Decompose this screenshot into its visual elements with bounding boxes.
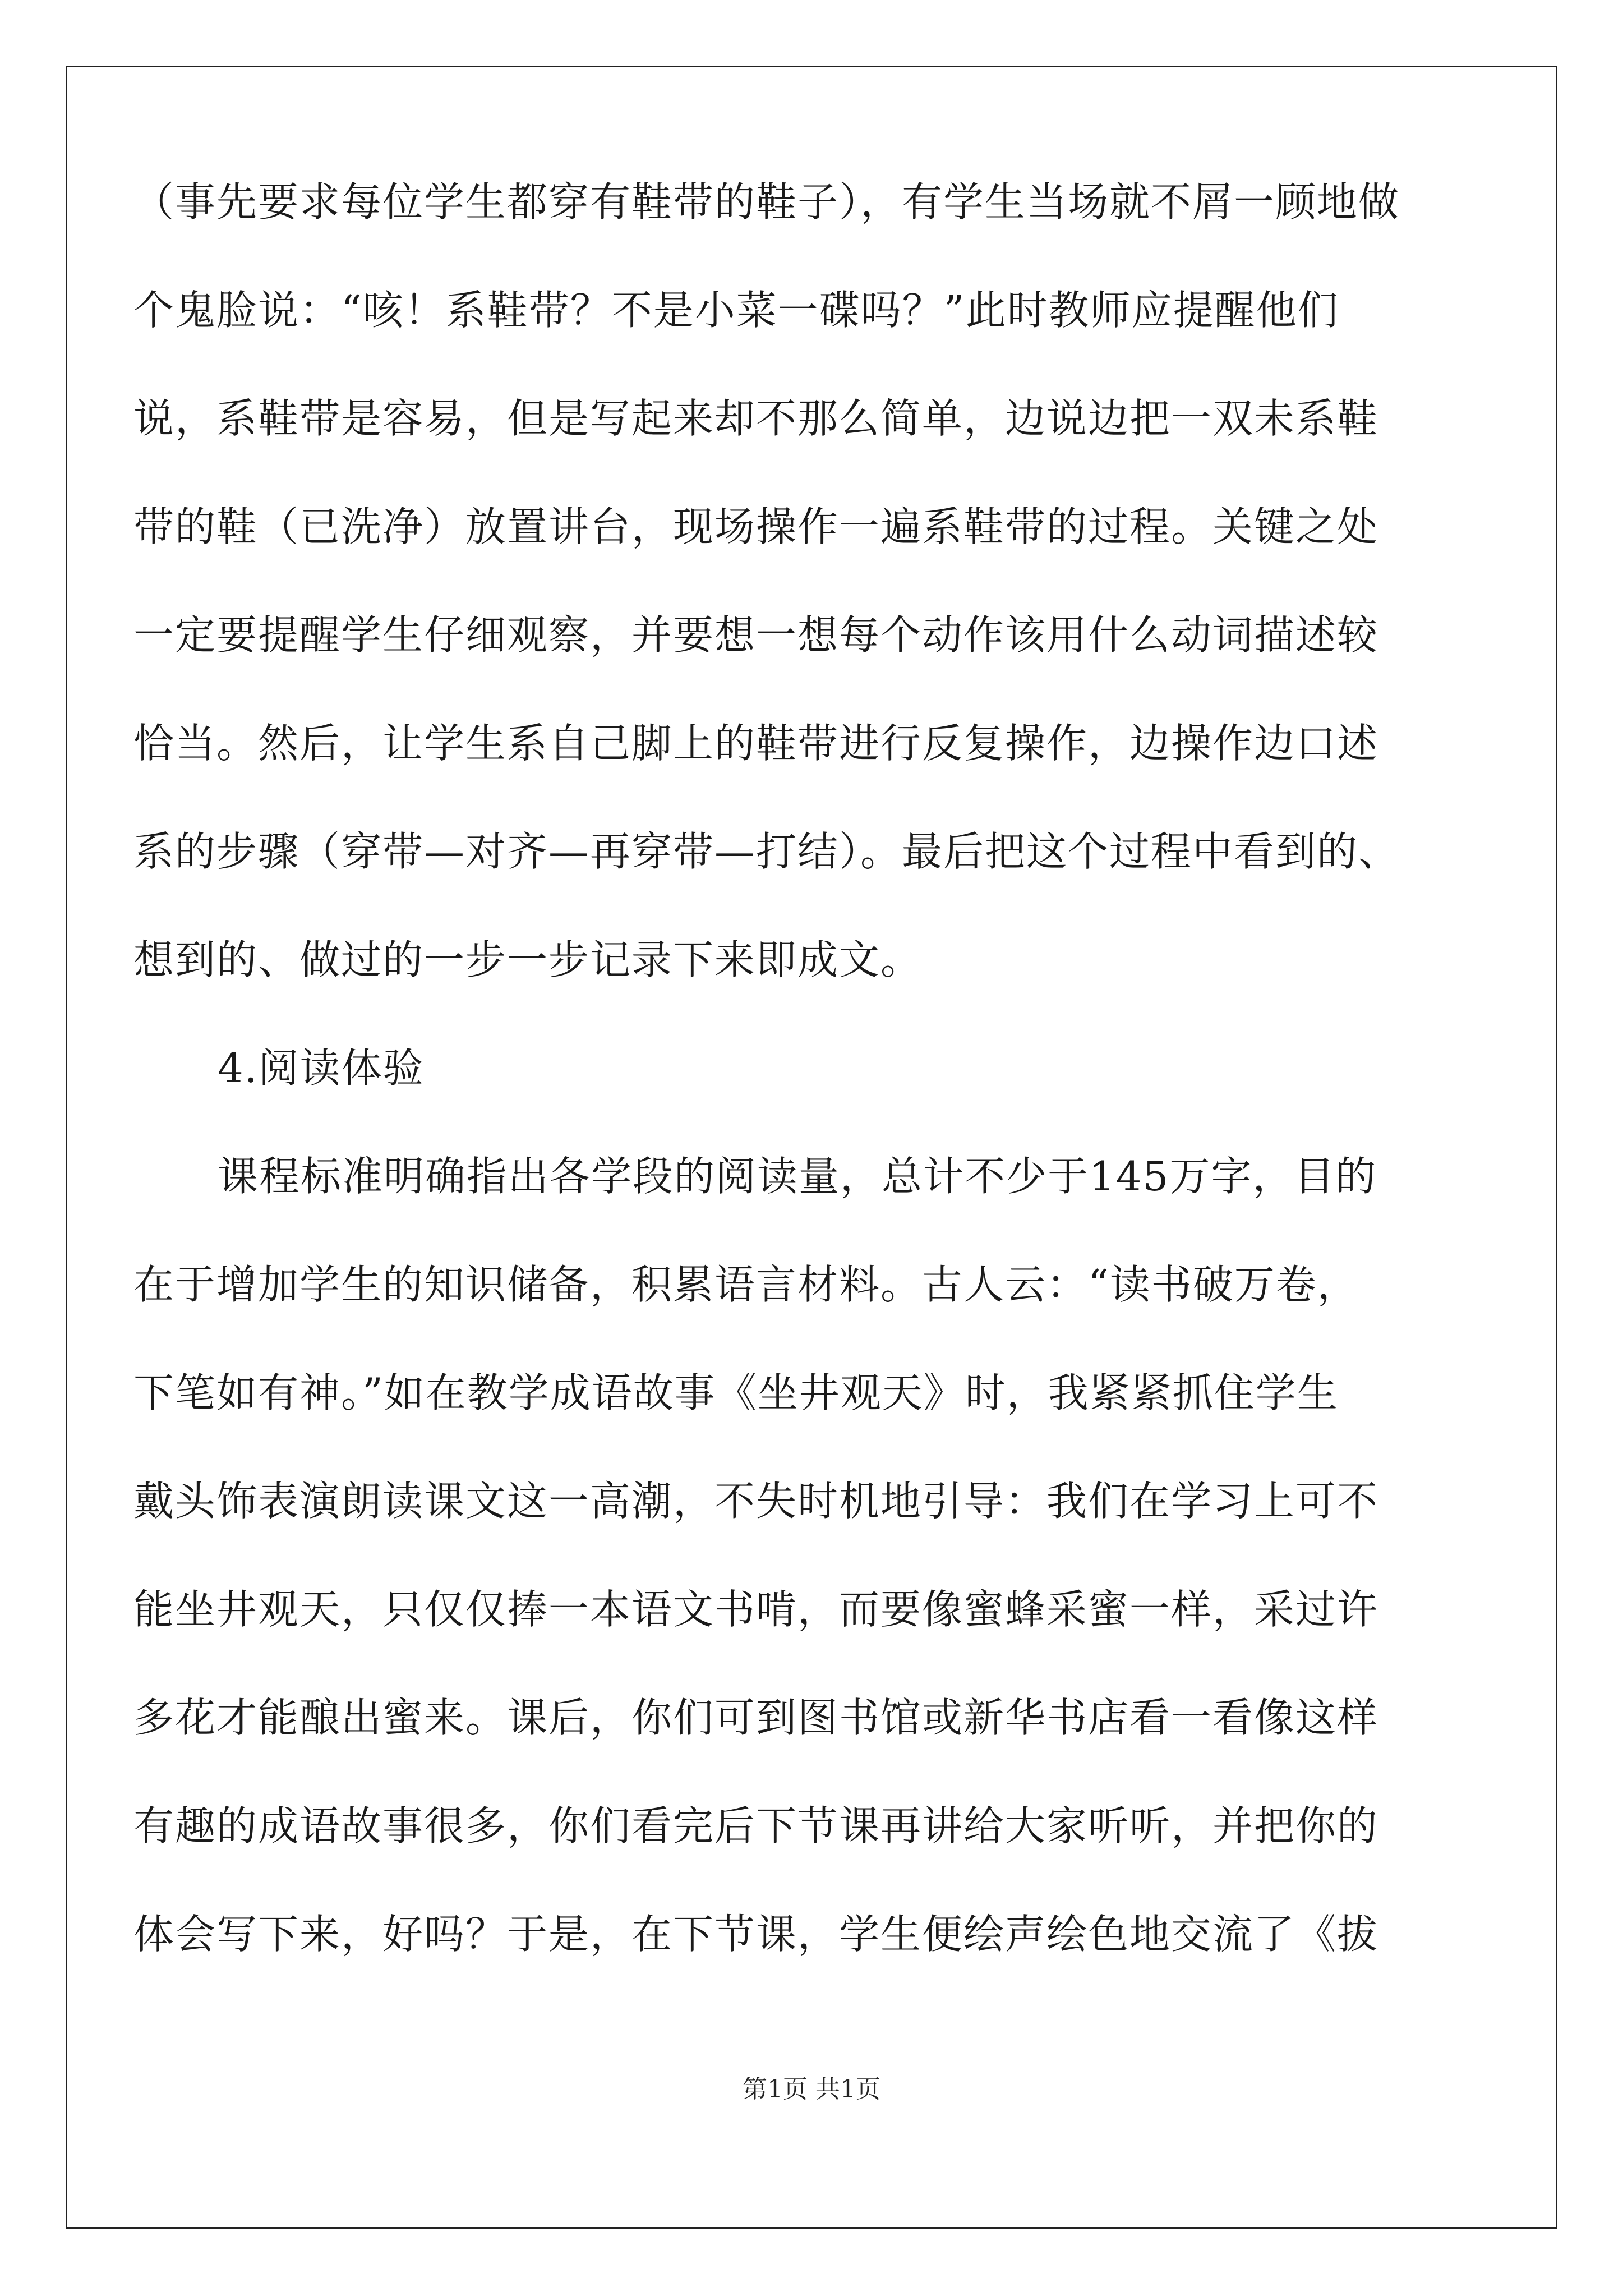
text-line-4: 带的鞋（已洗净）放置讲台，现场操作一遍系鞋带的过程。关键之处 — [133, 503, 1379, 550]
text-line-3: 说，系鞋带是容易，但是写起来却不那么简单，边说边把一双未系鞋 — [133, 395, 1379, 442]
text-line-10: 课程标准明确指出各学段的阅读量，总计不少于145万字，目的 — [218, 1153, 1377, 1200]
text-line-5: 一定要提醒学生仔细观察，并要想一想每个动作该用什么动词描述较 — [133, 611, 1379, 659]
text-line-13: 戴头饰表演朗读课文这一高潮，不失时机地引导：我们在学习上可不 — [133, 1478, 1379, 1525]
text-line-2: 个鬼脸说：“咳！系鞋带？不是小菜一碟吗？”此时教师应提醒他们 — [133, 287, 1339, 334]
section-heading: 4.阅读体验 — [218, 1045, 425, 1092]
text-line-6: 恰当。然后，让学生系自己脚上的鞋带进行反复操作，边操作边口述 — [133, 720, 1379, 767]
text-line-16: 有趣的成语故事很多，你们看完后下节课再讲给大家听听，并把你的 — [133, 1802, 1379, 1849]
text-line-8: 想到的、做过的一步一步记录下来即成文。 — [133, 936, 923, 983]
text-line-17: 体会写下来，好吗？于是，在下节课，学生便绘声绘色地交流了《拔 — [133, 1911, 1379, 1958]
text-line-7: 系的步骤（穿带—对齐—再穿带—打结）。最后把这个过程中看到的、 — [133, 828, 1400, 875]
text-line-1: （事先要求每位学生都穿有鞋带的鞋子），有学生当场就不屑一顾地做 — [133, 178, 1400, 226]
text-line-12: 下笔如有神。”如在教学成语故事《坐井观天》时，我紧紧抓住学生 — [133, 1369, 1339, 1416]
text-line-15: 多花才能酿出蜜来。课后，你们可到图书馆或新华书店看一看像这样 — [133, 1694, 1379, 1741]
page-footer: 第1页 共1页 — [743, 2075, 880, 2104]
text-line-11: 在于增加学生的知识储备，积累语言材料。古人云：“读书破万卷， — [133, 1261, 1359, 1308]
text-line-14: 能坐井观天，只仅仅捧一本语文书啃，而要像蜜蜂采蜜一样，采过许 — [133, 1586, 1379, 1633]
